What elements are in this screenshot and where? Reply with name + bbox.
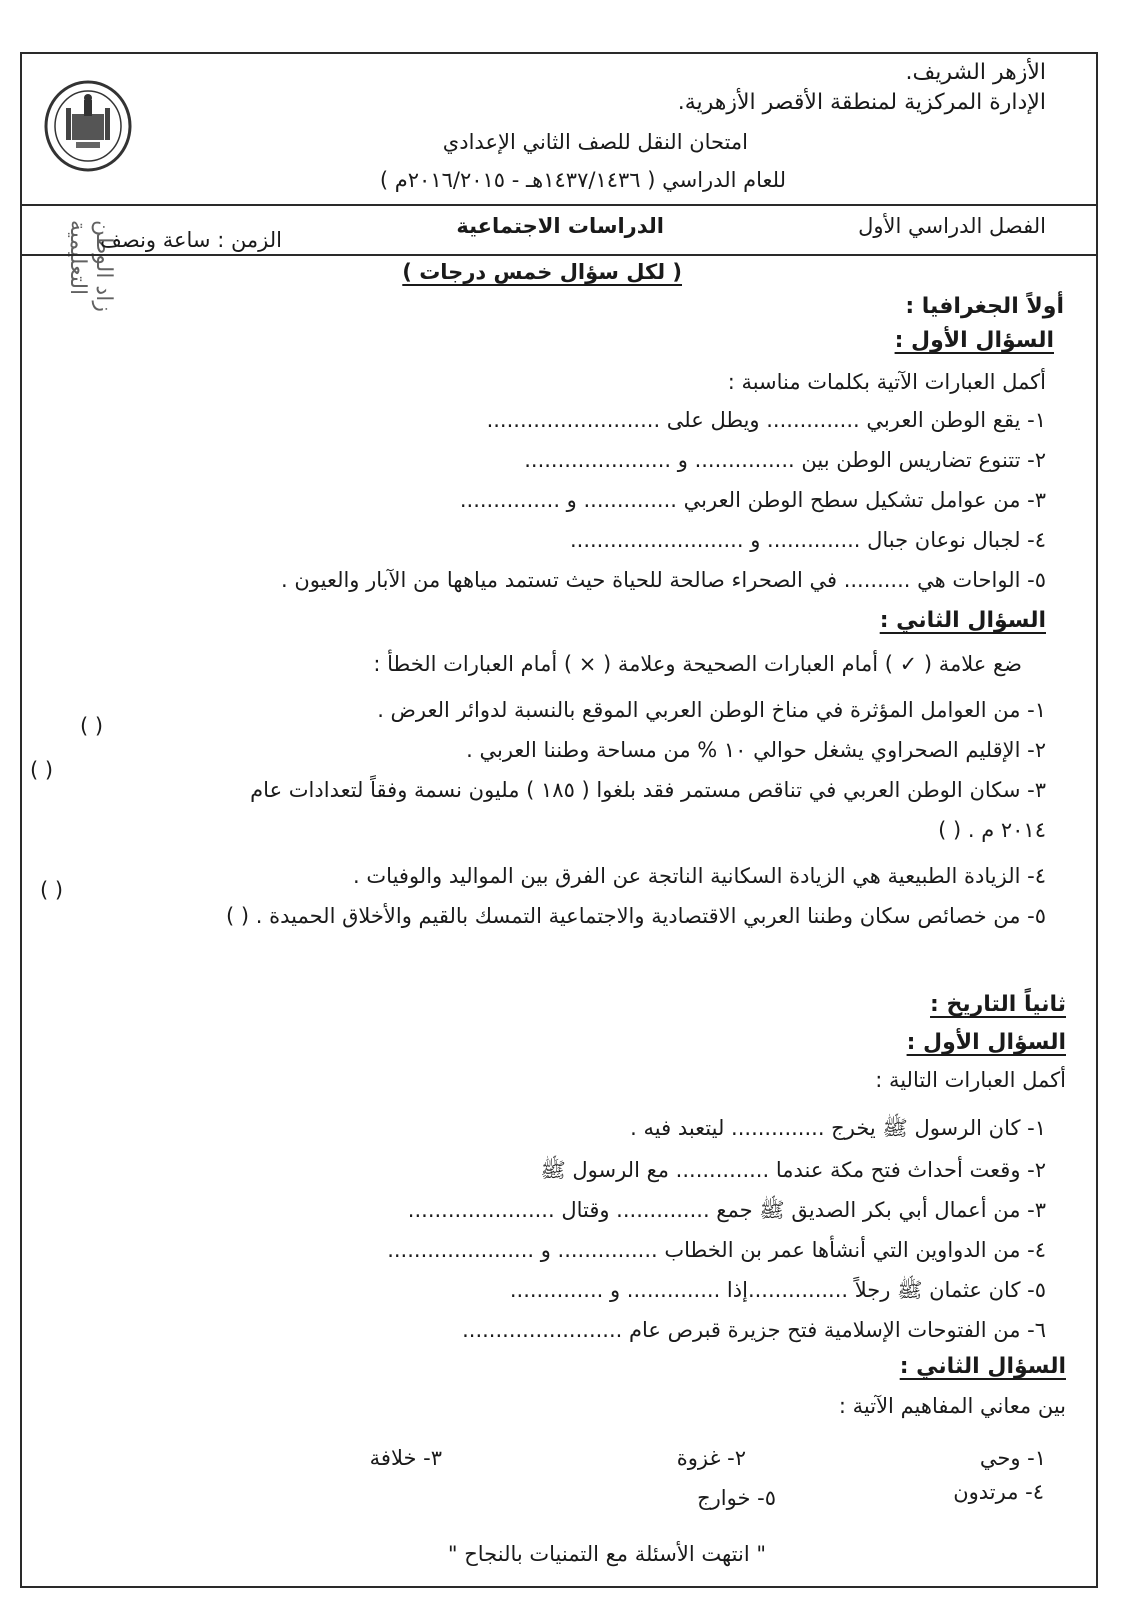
geo-q1-instruction: أكمل العبارات الآتية بكلمات مناسبة :: [727, 370, 1046, 394]
subject-divider: [22, 254, 1096, 256]
hist-q1-item-6: ٦- من الفتوحات الإسلامية فتح جزيرة قبرص عام ........................: [462, 1318, 1046, 1342]
hist-q2-title: السؤال الثاني :: [899, 1354, 1066, 1379]
geo-q1-item-5: ٥- الواحات هي .......... في الصحراء صالحة للحياة حيث تستمد مياهها من الآبار والعيون .: [280, 568, 1046, 592]
geo-q2-item-1: ١- من العوامل المؤثرة في مناخ الوطن العربي الموقع بالنسبة لدوائر العرض .: [377, 698, 1046, 722]
geo-q2-item-2: ٢- الإقليم الصحراوي يشغل حوالي ١٠ % من مساحة وطننا العربي .: [466, 738, 1046, 762]
org-line-2: الإدارة المركزية لمنطقة الأقصر الأزهرية.: [677, 90, 1046, 115]
geo-q1-title: السؤال الأول :: [894, 328, 1054, 353]
geo-q2-instruction: ضع علامة ( ✓ ) أمام العبارات الصحيحة وعلامة ( × ) أمام العبارات الخطأ :: [373, 652, 1022, 676]
concept-3: ٣- خلافة: [369, 1446, 442, 1470]
hist-q2-instruction: بين معاني المفاهيم الآتية :: [838, 1394, 1066, 1418]
hist-q1-item-2: ٢- وقعت أحداث فتح مكة عندما .............. مع الرسول ﷺ: [540, 1158, 1046, 1182]
subject-label: الدراسات الاجتماعية: [456, 214, 664, 238]
geo-q2-item-3: ٣- سكان الوطن العربي في تناقص مستمر فقد بلغوا ( ١٨٥ ) مليون نسمة وفقاً لتعدادات عام: [250, 778, 1046, 802]
stamp-watermark: زاد الوطن التعليمية: [65, 220, 116, 312]
answer-blank-1: ( ): [80, 714, 104, 738]
header-divider: [22, 204, 1096, 206]
term-label: الفصل الدراسي الأول: [858, 214, 1046, 238]
grades-note: ( لكل سؤال خمس درجات ): [402, 260, 682, 284]
hist-q1-item-1: ١- كان الرسول ﷺ يخرج .............. ليتعبد فيه .: [630, 1116, 1046, 1140]
hist-q1-title: السؤال الأول :: [906, 1030, 1066, 1055]
geo-q1-item-1: ١- يقع الوطن العربي .............. ويطل على ..........................: [486, 408, 1046, 432]
geo-q2-title: السؤال الثاني :: [879, 608, 1046, 633]
concept-1: ١- وحي: [979, 1446, 1046, 1470]
closing-note: " انتهت الأسئلة مع التمنيات بالنجاح ": [447, 1542, 766, 1566]
geo-q1-item-4: ٤- لجبال نوعان جبال .............. و ..........................: [569, 528, 1046, 552]
geography-title: أولاً الجغرافيا :: [905, 294, 1064, 319]
hist-q1-item-4: ٤- من الدواوين التي أنشأها عمر بن الخطاب ............... و ......................: [387, 1238, 1046, 1262]
hist-q1-item-3: ٣- من أعمال أبي بكر الصديق ﷺ جمع .............. وقتال ......................: [407, 1198, 1046, 1222]
geo-q2-item-5: ٥- من خصائص سكان وطننا العربي الاقتصادية والاجتماعية التمسك بالقيم والأخلاق الحميدة . ( ): [226, 904, 1046, 928]
org-line-1: الأزهر الشريف.: [905, 60, 1046, 85]
concept-4: ٤- مرتدون: [953, 1480, 1044, 1504]
history-title: ثانياً التاريخ :: [930, 992, 1066, 1017]
al-azhar-seal-icon: [42, 78, 134, 174]
concept-2: ٢- غزوة: [676, 1446, 746, 1470]
answer-blank-4: ( ): [40, 878, 64, 902]
exam-title: امتحان النقل للصف الثاني الإعدادي: [442, 130, 748, 154]
hist-q1-item-5: ٥- كان عثمان ﷺ رجلاً ...............إذا .............. و ..............: [509, 1278, 1046, 1302]
geo-q1-item-2: ٢- تتنوع تضاريس الوطن بين ............... و ......................: [524, 448, 1046, 472]
geo-q2-item-3-cont: ٢٠١٤ م . ( ): [938, 818, 1046, 842]
geo-q2-item-4: ٤- الزيادة الطبيعية هي الزيادة السكانية الناتجة عن الفرق بين المواليد والوفيات .: [353, 864, 1046, 888]
answer-blank-2: ( ): [30, 758, 54, 782]
academic-year: للعام الدراسي ( ١٤٣٧/١٤٣٦هـ - ٢٠١٦/٢٠١٥م ): [379, 168, 786, 192]
concept-5: ٥- خوارج: [697, 1486, 776, 1510]
geo-q1-item-3: ٣- من عوامل تشكيل سطح الوطن العربي .............. و ...............: [459, 488, 1046, 512]
time-label: الزمن : ساعة ونصف: [100, 228, 282, 252]
hist-q1-instruction: أكمل العبارات التالية :: [875, 1068, 1066, 1092]
